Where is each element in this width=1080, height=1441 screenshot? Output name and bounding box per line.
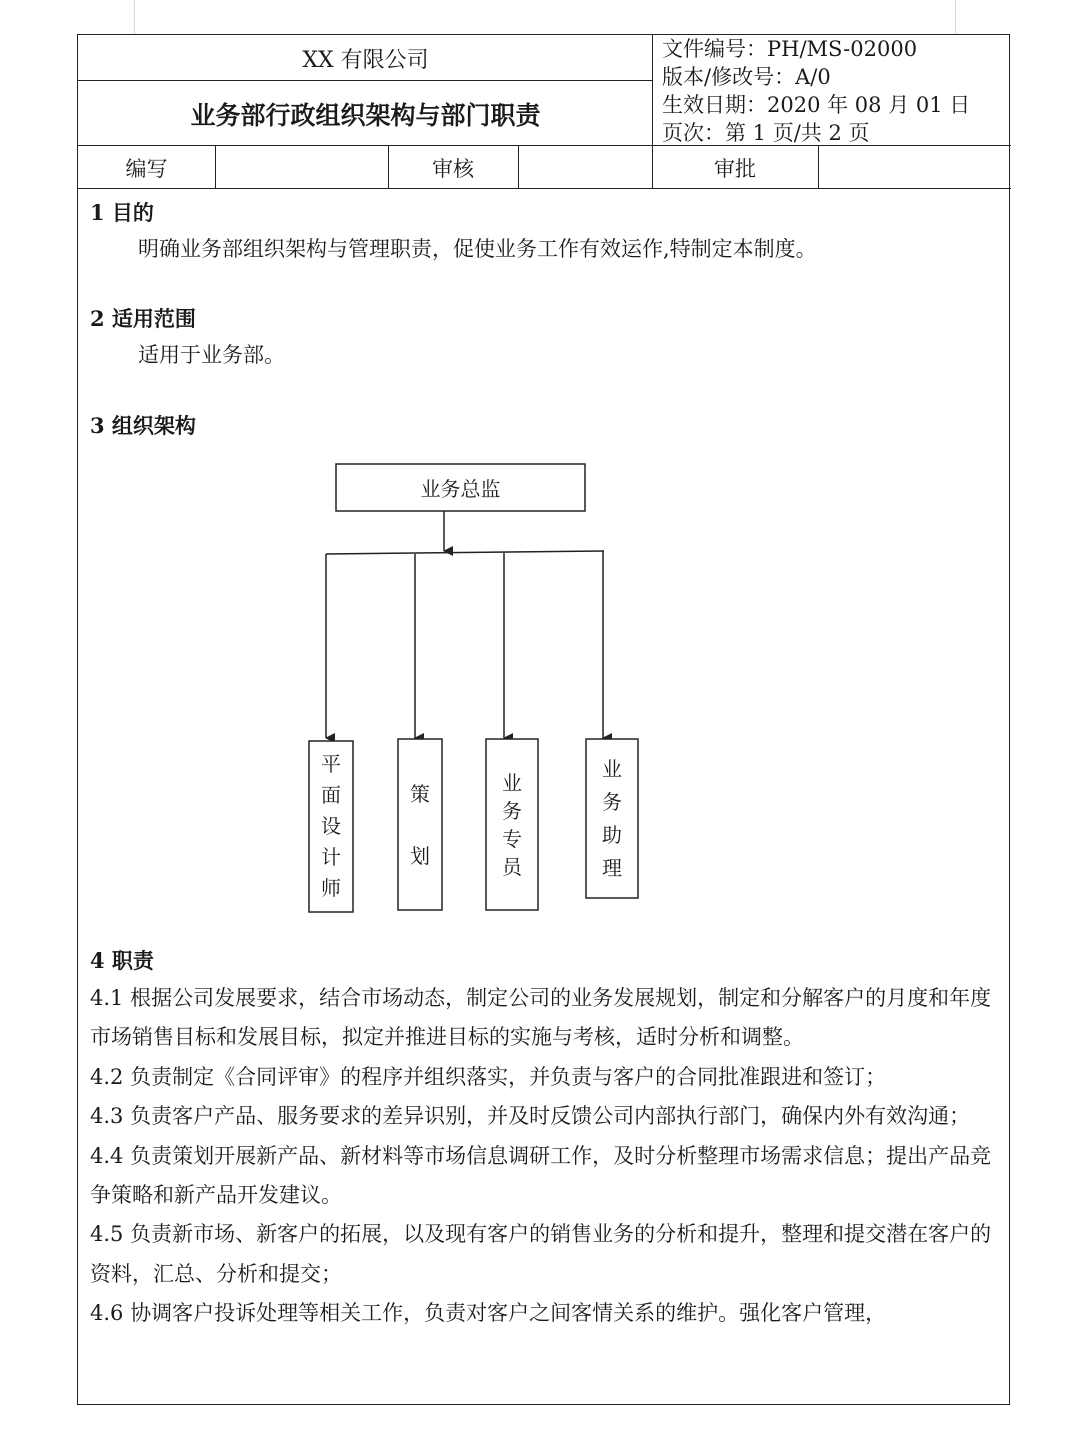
page-edge-guides bbox=[134, 0, 956, 34]
section-purpose-text: 明确业务部组织架构与管理职责，促使业务工作有效运作,特制定本制度。 bbox=[138, 237, 817, 261]
document-title: 业务部行政组织架构与部门职责 bbox=[190, 100, 541, 130]
org-char: 设 bbox=[321, 814, 341, 838]
org-label-assistant-text bbox=[602, 753, 622, 885]
duty-item-4: 4.4 负责策划开展新产品、新材料等市场信息调研工作，及时分析整理市场需求信息；提出产品竞争策略和新产品开发建议。 bbox=[90, 1143, 992, 1208]
sign-label-approve: 审批 bbox=[714, 157, 756, 181]
org-char: 计 bbox=[321, 845, 341, 869]
org-char: 专 bbox=[502, 826, 522, 851]
org-char: 务 bbox=[502, 798, 522, 823]
section-duties-heading: 4 职责 bbox=[90, 948, 154, 973]
org-char: 平 bbox=[321, 752, 341, 776]
sign-label-write: 编写 bbox=[125, 157, 168, 181]
org-label-specialist bbox=[486, 739, 538, 910]
org-char: 面 bbox=[321, 783, 341, 807]
meta-version: 版本/修改号：A/0 bbox=[662, 65, 831, 89]
org-label-designer-text bbox=[321, 749, 341, 904]
duty-item-3: 4.3 负责客户产品、服务要求的差异识别，并及时反馈公司内部执行部门，确保内外有效沟通； bbox=[90, 1104, 971, 1129]
duty-item-2: 4.2 负责制定《合同评审》的程序并组织落实，并负责与客户的合同批准跟进和签订； bbox=[90, 1064, 887, 1089]
org-connector-horizontal bbox=[326, 551, 604, 554]
section-purpose-heading: 1 目的 bbox=[90, 200, 154, 225]
meta-effective-date: 生效日期：2020 年 08 月 01 日 bbox=[662, 93, 971, 117]
org-char: 划 bbox=[410, 843, 430, 868]
org-label-planning bbox=[398, 739, 442, 910]
section-scope-text: 适用于业务部。 bbox=[138, 343, 285, 367]
org-char: 员 bbox=[502, 854, 522, 879]
meta-file-number: 文件编号：PH/MS-02000 bbox=[662, 37, 918, 61]
duty-item-5: 4.5 负责新市场、新客户的拓展，以及现有客户的销售业务的分析和提升，整理和提交潜在客户的资料，汇总、分析和提交； bbox=[90, 1222, 992, 1286]
sign-label-review: 审核 bbox=[432, 157, 474, 181]
org-char: 助 bbox=[602, 822, 622, 847]
org-char: 务 bbox=[602, 789, 622, 814]
org-char: 策 bbox=[410, 781, 430, 806]
org-label-director: 业务总监 bbox=[420, 477, 501, 501]
section-org-heading: 3 组织架构 bbox=[90, 413, 196, 438]
org-label-planning-text bbox=[410, 763, 430, 887]
company-name: XX 有限公司 bbox=[302, 47, 429, 73]
duty-item-6: 4.6 协调客户投诉处理等相关工作，负责对客户之间客情关系的维护。强化客户管理， bbox=[90, 1301, 887, 1326]
duties-list bbox=[90, 979, 1005, 1334]
meta-page-count: 页次：第 1 页/共 2 页 bbox=[662, 121, 870, 145]
org-char: 师 bbox=[321, 876, 341, 900]
org-label-designer bbox=[309, 741, 353, 912]
org-char: 业 bbox=[502, 770, 522, 795]
org-char: 理 bbox=[602, 855, 622, 880]
section-scope-heading: 2 适用范围 bbox=[90, 306, 196, 331]
document-frame bbox=[77, 34, 1010, 1405]
org-label-assistant bbox=[586, 739, 638, 898]
duty-item-1: 4.1 根据公司发展要求，结合市场动态，制定公司的业务发展规划，制定和分解客户的月度和年度市场销售目标和发展目标，拟定并推进目标的实施与考核，适时分析和调整。 bbox=[90, 986, 992, 1050]
org-char: 业 bbox=[602, 756, 622, 781]
org-label-specialist-text bbox=[502, 769, 522, 881]
